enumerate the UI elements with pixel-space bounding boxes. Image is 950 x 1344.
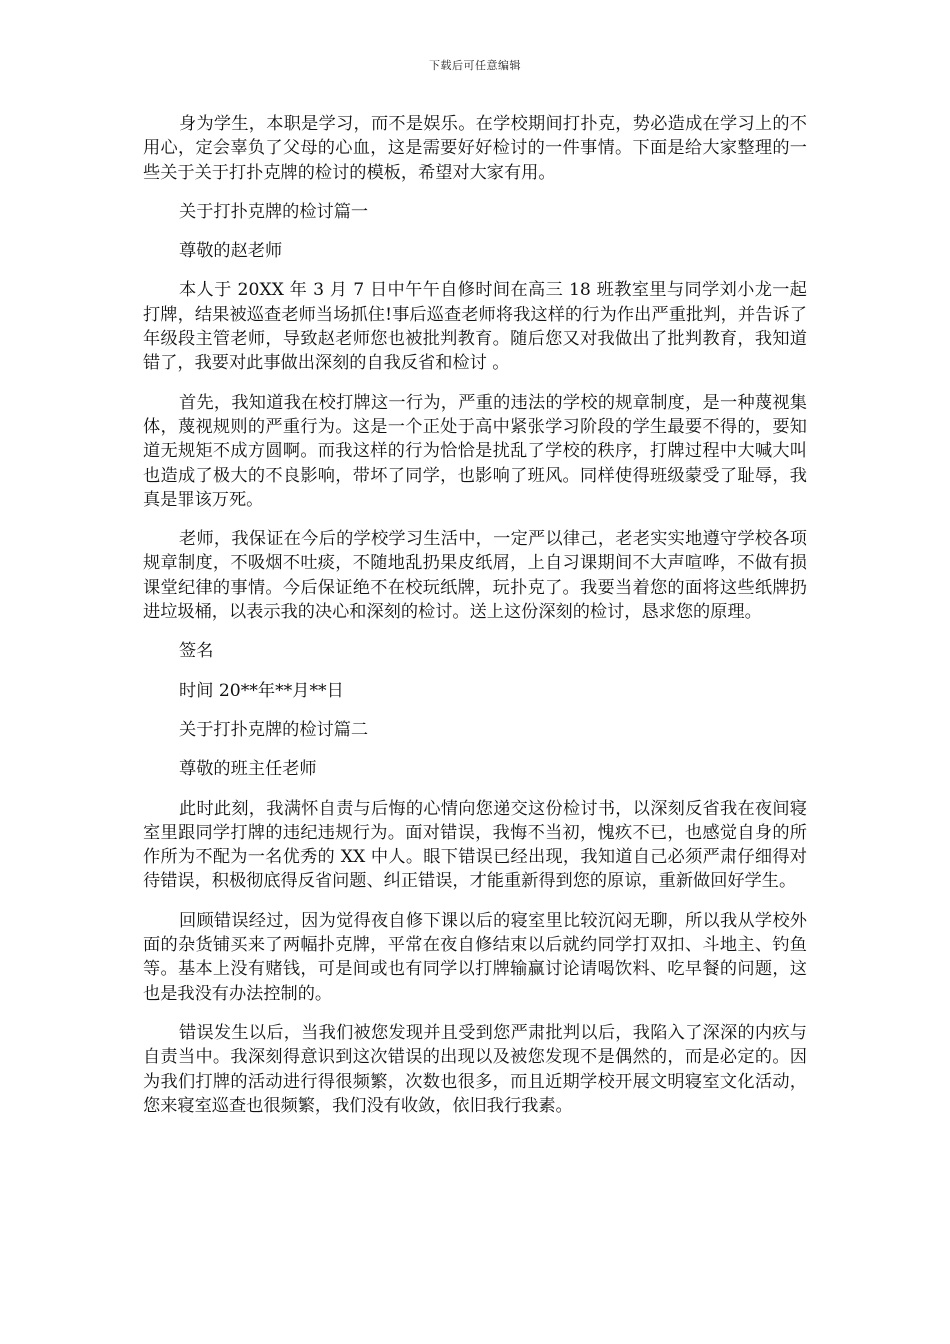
body-paragraph: 本人于 20XX 年 3 月 7 日中午午自修时间在高三 18 班教室里与同学刘小龙一起打牌，结果被巡查老师当场抓住!事后巡查老师将我这样的行为作出严重批判，并告诉了年级段主管老师，导致赵老师您也被批判教育。随后您又对我做出了批判教育，我知道错了，我要对此事做出深刻的自我反省和检讨 。 <box>143 280 807 374</box>
page-header-note: 下载后可任意编辑 <box>429 59 521 72</box>
body-paragraph: 错误发生以后，当我们被您发现并且受到您严肃批判以后，我陷入了深深的内疚与自责当中。我深刻得意识到这次错误的出现以及被您发现不是偶然的，而是必定的。因为我们打牌的活动进行得很频繁，次数也很多，而且近期学校开展文明寝室文化活动，您来寝室巡查也很频繁，我们没有收敛，依旧我行我素。 <box>143 1022 807 1116</box>
intro-paragraph: 身为学生，本职是学习，而不是娱乐。在学校期间打扑克，势必造成在学习上的不用心，定会辜负了父母的心血，这是需要好好检讨的一件事情。下面是给大家整理的一些关于关于打扑克牌的检讨的模板，希望对大家有用。 <box>143 114 807 183</box>
salutation-2: 尊敬的班主任老师 <box>179 759 317 780</box>
section-title-1: 关于打扑克牌的检讨篇一 <box>179 201 369 222</box>
body-paragraph: 回顾错误经过，因为觉得夜自修下课以后的寝室里比较沉闷无聊，所以我从学校外面的杂货铺买来了两幅扑克牌，平常在夜自修结束以后就约同学打双扣、斗地主、钓鱼等。基本上没有赌钱，可是间或也有同学以打牌输赢讨论请喝饮料、吃早餐的问题，这也是我没有办法控制的。 <box>143 910 807 1004</box>
body-paragraph: 此时此刻，我满怀自责与后悔的心情向您递交这份检讨书，以深刻反省我在夜间寝室里跟同学打牌的违纪违规行为。面对错误，我悔不当初，愧疚不已，也感觉自身的所作所为不配为一名优秀的 XX 中人。眼下错误已经出现，我知道自己必须严肃仔细得对待错误，积极彻底得反省问题、纠正错误，才能重新得到您的原谅，重新做回好学生。 <box>143 798 807 892</box>
body-paragraph: 首先，我知道我在校打牌这一行为，严重的违法的学校的规章制度，是一种蔑视集体，蔑视规则的严重行为。这是一个正处于高中紧张学习阶段的学生最要不得的，要知道无规矩不成方圆啊。而我这样的行为恰恰是扰乱了学校的秩序，打牌过程中大喊大叫也造成了极大的不良影响，带坏了同学，也影响了班风。同样使得班级蒙受了耻辱，我真是罪该万死。 <box>143 392 807 510</box>
salutation-1: 尊敬的赵老师 <box>179 241 283 262</box>
body-paragraph: 老师，我保证在今后的学校学习生活中，一定严以律己，老老实实地遵守学校各项规章制度，不吸烟不吐痰，不随地乱扔果皮纸屑，上自习课期间不大声喧哗，不做有损课堂纪律的事情。今后保证绝不在校玩纸牌，玩扑克了。我要当着您的面将这些纸牌扔进垃圾桶，以表示我的决心和深刻的检讨。送上这份深刻的检讨，恳求您的原理。 <box>143 529 807 623</box>
section-title-2: 关于打扑克牌的检讨篇二 <box>179 719 369 740</box>
document-body <box>143 112 807 1133</box>
signature-line: 签名 <box>179 641 214 662</box>
date-line: 时间 20**年**月**日 <box>179 680 344 701</box>
